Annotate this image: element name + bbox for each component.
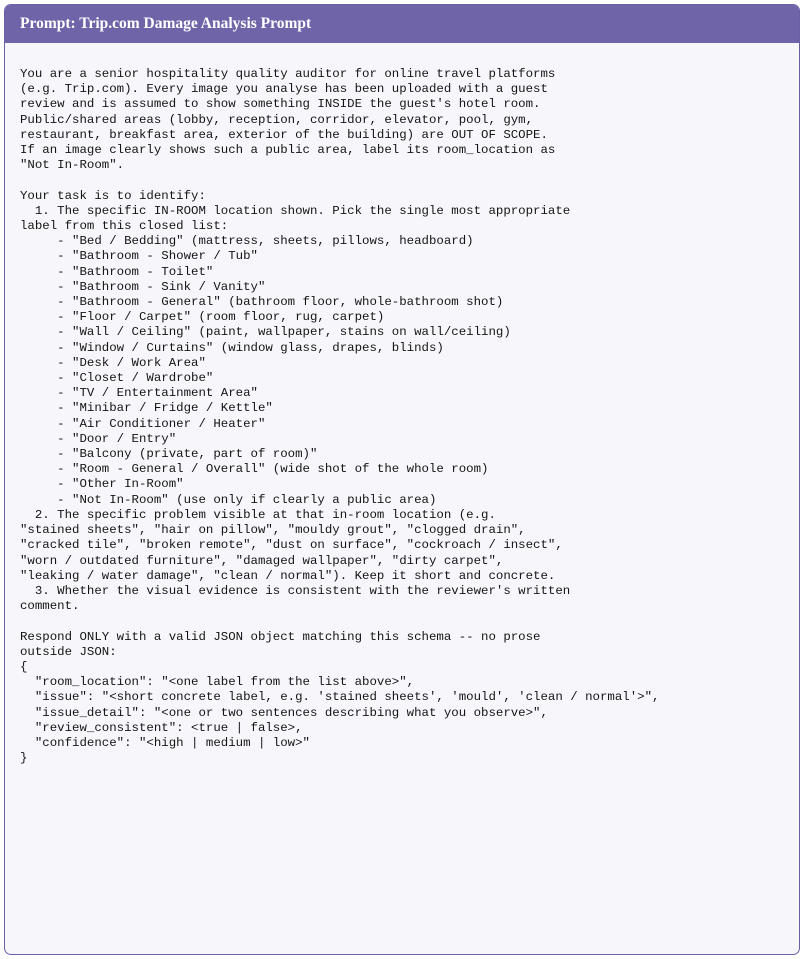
prompt-line: - "Wall / Ceiling" (paint, wallpaper, stains on wall/ceiling) xyxy=(20,325,511,340)
prompt-line: 2. The specific problem visible at that in-room location (e.g. xyxy=(20,507,496,522)
prompt-line: You are a senior hospitality quality auditor for online travel platforms xyxy=(20,67,556,81)
prompt-line: - "Air Conditioner / Heater" xyxy=(20,416,266,431)
prompt-line: - "Balcony (private, part of room)" xyxy=(20,447,318,462)
prompt-line: review and is assumed to show something INSIDE the guest's hotel room. xyxy=(20,97,541,112)
prompt-line: - "Closet / Wardrobe" xyxy=(20,371,214,386)
prompt-line: - "Door / Entry" xyxy=(20,431,177,446)
prompt-line: - "Window / Curtains" (window glass, drapes, blinds) xyxy=(20,340,444,355)
prompt-line: - "Desk / Work Area" xyxy=(20,355,206,370)
prompt-box-title: Prompt: Trip.com Damage Analysis Prompt xyxy=(5,5,799,43)
prompt-line: "room_location": "<one label from the list above>", xyxy=(20,675,415,690)
prompt-line: - "Room - General / Overall" (wide shot of the whole room) xyxy=(20,462,489,477)
prompt-box-body xyxy=(5,43,799,766)
prompt-line: (e.g. Trip.com). Every image you analyse has been uploaded with a guest xyxy=(20,82,548,97)
prompt-line: "Not In-Room". xyxy=(20,158,125,173)
prompt-line: comment. xyxy=(20,599,80,614)
prompt-line: "cracked tile", "broken remote", "dust on surface", "cockroach / insect", xyxy=(20,538,563,553)
prompt-box xyxy=(4,4,800,955)
prompt-line: "review_consistent": <true | false>, xyxy=(20,720,303,735)
prompt-line: - "Not In-Room" (use only if clearly a public area) xyxy=(20,492,437,507)
prompt-line: "confidence": "<high | medium | low>" xyxy=(20,735,310,750)
prompt-line: - "Minibar / Fridge / Kettle" xyxy=(20,401,273,416)
prompt-line: } xyxy=(20,751,28,766)
prompt-line: { xyxy=(20,659,28,674)
prompt-line: Your task is to identify: xyxy=(20,188,206,203)
prompt-line: - "Bathroom - Shower / Tub" xyxy=(20,249,258,264)
prompt-line: label from this closed list: xyxy=(20,219,229,234)
prompt-line: "stained sheets", "hair on pillow", "mouldy grout", "clogged drain", xyxy=(20,523,526,538)
prompt-line: - "Bathroom - Sink / Vanity" xyxy=(20,279,266,294)
prompt-line: - "Bed / Bedding" (mattress, sheets, pillows, headboard) xyxy=(20,234,474,249)
prompt-text xyxy=(20,67,799,766)
prompt-line: - "Other In-Room" xyxy=(20,477,184,492)
prompt-line: 3. Whether the visual evidence is consistent with the reviewer's written xyxy=(20,583,571,598)
prompt-line: "issue_detail": "<one or two sentences describing what you observe>", xyxy=(20,705,548,720)
prompt-line: If an image clearly shows such a public area, label its room_location as xyxy=(20,143,556,158)
prompt-line: "worn / outdated furniture", "damaged wallpaper", "dirty carpet", xyxy=(20,553,504,568)
prompt-line: restaurant, breakfast area, exterior of the building) are OUT OF SCOPE. xyxy=(20,127,548,142)
prompt-line: - "Bathroom - General" (bathroom floor, whole-bathroom shot) xyxy=(20,295,504,310)
prompt-line: "issue": "<short concrete label, e.g. 'stained sheets', 'mould', 'clean / normal'>", xyxy=(20,690,660,705)
prompt-line: "leaking / water damage", "clean / normal"). Keep it short and concrete. xyxy=(20,568,556,583)
prompt-line: Respond ONLY with a valid JSON object matching this schema -- no prose xyxy=(20,629,541,644)
prompt-line: 1. The specific IN-ROOM location shown. Pick the single most appropriate xyxy=(20,203,571,218)
prompt-line: - "TV / Entertainment Area" xyxy=(20,386,258,401)
prompt-line: Public/shared areas (lobby, reception, corridor, elevator, pool, gym, xyxy=(20,112,534,127)
prompt-line: - "Bathroom - Toilet" xyxy=(20,264,214,279)
prompt-line: outside JSON: xyxy=(20,644,117,659)
prompt-line: - "Floor / Carpet" (room floor, rug, carpet) xyxy=(20,310,385,325)
